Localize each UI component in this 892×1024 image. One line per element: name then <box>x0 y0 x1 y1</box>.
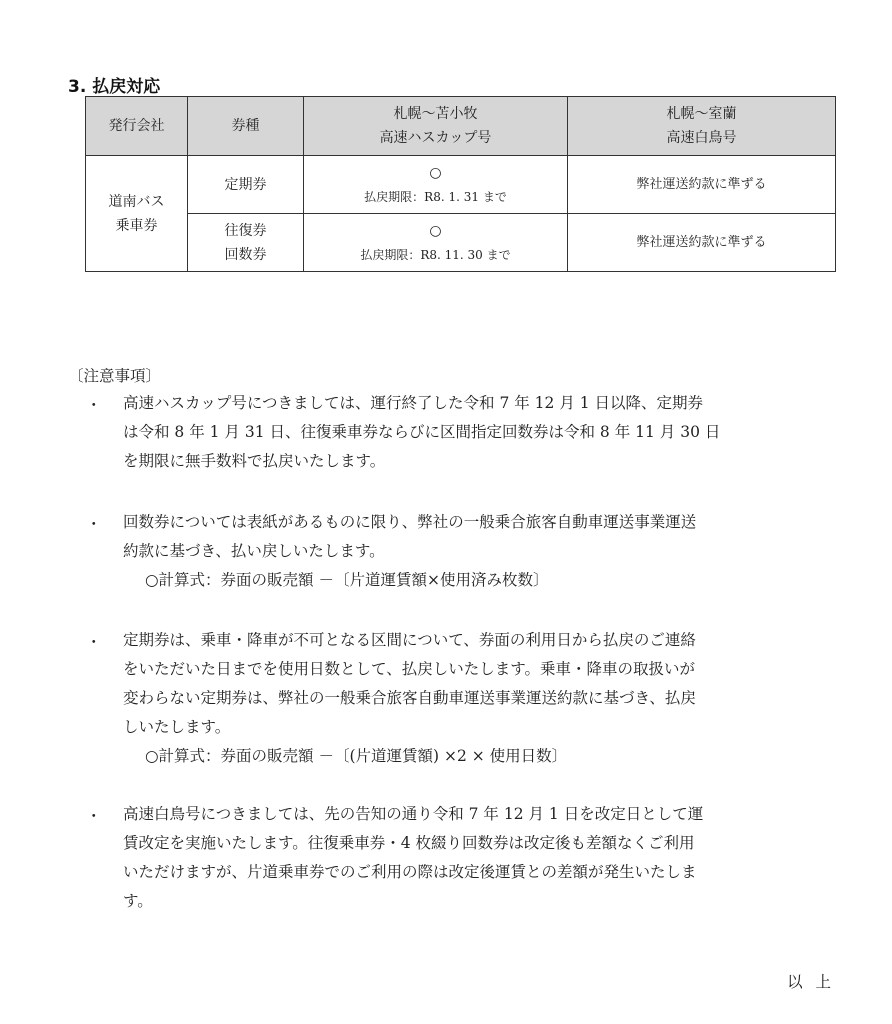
refund-mark: ○ <box>429 222 442 239</box>
header-route-hascap <box>304 97 568 156</box>
note-line: は令和 8 年 1 月 31 日、往復乗車券ならびに区間指定回数券は令和 8 年 11 月 30 日 <box>123 423 721 441</box>
refund-table <box>85 96 836 272</box>
note-line: 賃改定を実施いたします。往復乗車券・4 枚綴り回数券は改定後も差額なくご利用 <box>123 834 695 852</box>
ticket-type-line1: 往復券 <box>224 222 267 239</box>
refund-deadline: 払戻期限：R8. 1. 31 まで <box>364 189 507 204</box>
closing-mark: 以 上 <box>787 973 835 991</box>
note-formula: ○計算式：券面の販売額 －〔片道運賃額×使用済み枚数〕 <box>145 571 549 589</box>
note-line: 約款に基づき、払い戻しいたします。 <box>123 542 385 560</box>
header-route1-line2: 高速ハスカップ号 <box>379 130 492 146</box>
note-line: 高速白鳥号につきましては、先の告知の通り令和 7 年 12 月 1 日を改定日として運 <box>123 805 704 823</box>
note-formula: ○計算式：券面の販売額 －〔(片道運賃額) ×2 × 使用日数〕 <box>145 747 568 765</box>
header-route-hakucho <box>568 97 836 156</box>
note-line: 回数券については表紙があるものに限り、弊社の一般乗合旅客自動車運送事業運送 <box>123 513 697 531</box>
note-line: 変わらない定期券は、弊社の一般乗合旅客自動車運送事業運送約款に基づき、払戻 <box>123 689 696 707</box>
issuer-line1: 道南バス <box>108 193 165 210</box>
table-row <box>86 156 836 214</box>
note-line: 高速ハスカップ号につきましては、運行終了した令和 7 年 12 月 1 日以降、定期券 <box>123 394 704 412</box>
route1-cell <box>304 156 568 214</box>
note-bullet: ・ <box>86 807 102 825</box>
refund-mark: ○ <box>429 164 442 181</box>
notes-title: 〔注意事項〕 <box>68 367 162 385</box>
note-line: を期限に無手数料で払戻いたします。 <box>123 452 386 470</box>
table-row <box>86 214 836 272</box>
ticket-type-line1: 定期券 <box>224 176 267 193</box>
refund-deadline: 払戻期限：R8. 11. 30 まで <box>360 247 511 262</box>
route2-cell: 弊社運送約款に準ずる <box>568 156 836 214</box>
header-issuer: 発行会社 <box>86 97 188 156</box>
route2-cell: 弊社運送約款に準ずる <box>568 214 836 272</box>
section-heading: 3. 払戻対応 <box>68 77 161 97</box>
note-item-4 <box>123 800 835 916</box>
note-item-3 <box>123 626 835 771</box>
ticket-type-line2: 回数券 <box>224 246 267 263</box>
note-bullet: ・ <box>86 396 102 414</box>
header-route2-line2: 高速白鳥号 <box>666 130 737 146</box>
header-route1-line1: 札幌～苫小牧 <box>393 106 478 122</box>
note-line: 定期券は、乗車・降車が不可となる区間について、券面の利用日から払戻のご連絡 <box>123 631 696 649</box>
note-bullet: ・ <box>86 633 102 651</box>
ticket-type-cell <box>188 156 304 214</box>
issuer-line2: 乗車券 <box>115 217 158 234</box>
issuer-cell <box>86 156 188 272</box>
table-header-row <box>86 97 836 156</box>
note-bullet: ・ <box>86 515 102 533</box>
header-ticket-type: 券種 <box>188 97 304 156</box>
note-line: す。 <box>123 892 153 910</box>
note-line: をいただいた日までを使用日数として、払戻しいたします。乗車・降車の取扱いが <box>123 660 695 678</box>
note-line: しいたします。 <box>123 718 231 736</box>
header-route2-line1: 札幌～室蘭 <box>666 106 737 122</box>
ticket-type-cell <box>188 214 304 272</box>
note-item-2 <box>123 508 835 595</box>
note-line: いただけますが、片道乗車券でのご利用の際は改定後運賃との差額が発生いたしま <box>123 863 697 881</box>
route1-cell <box>304 214 568 272</box>
note-item-1 <box>123 389 835 476</box>
